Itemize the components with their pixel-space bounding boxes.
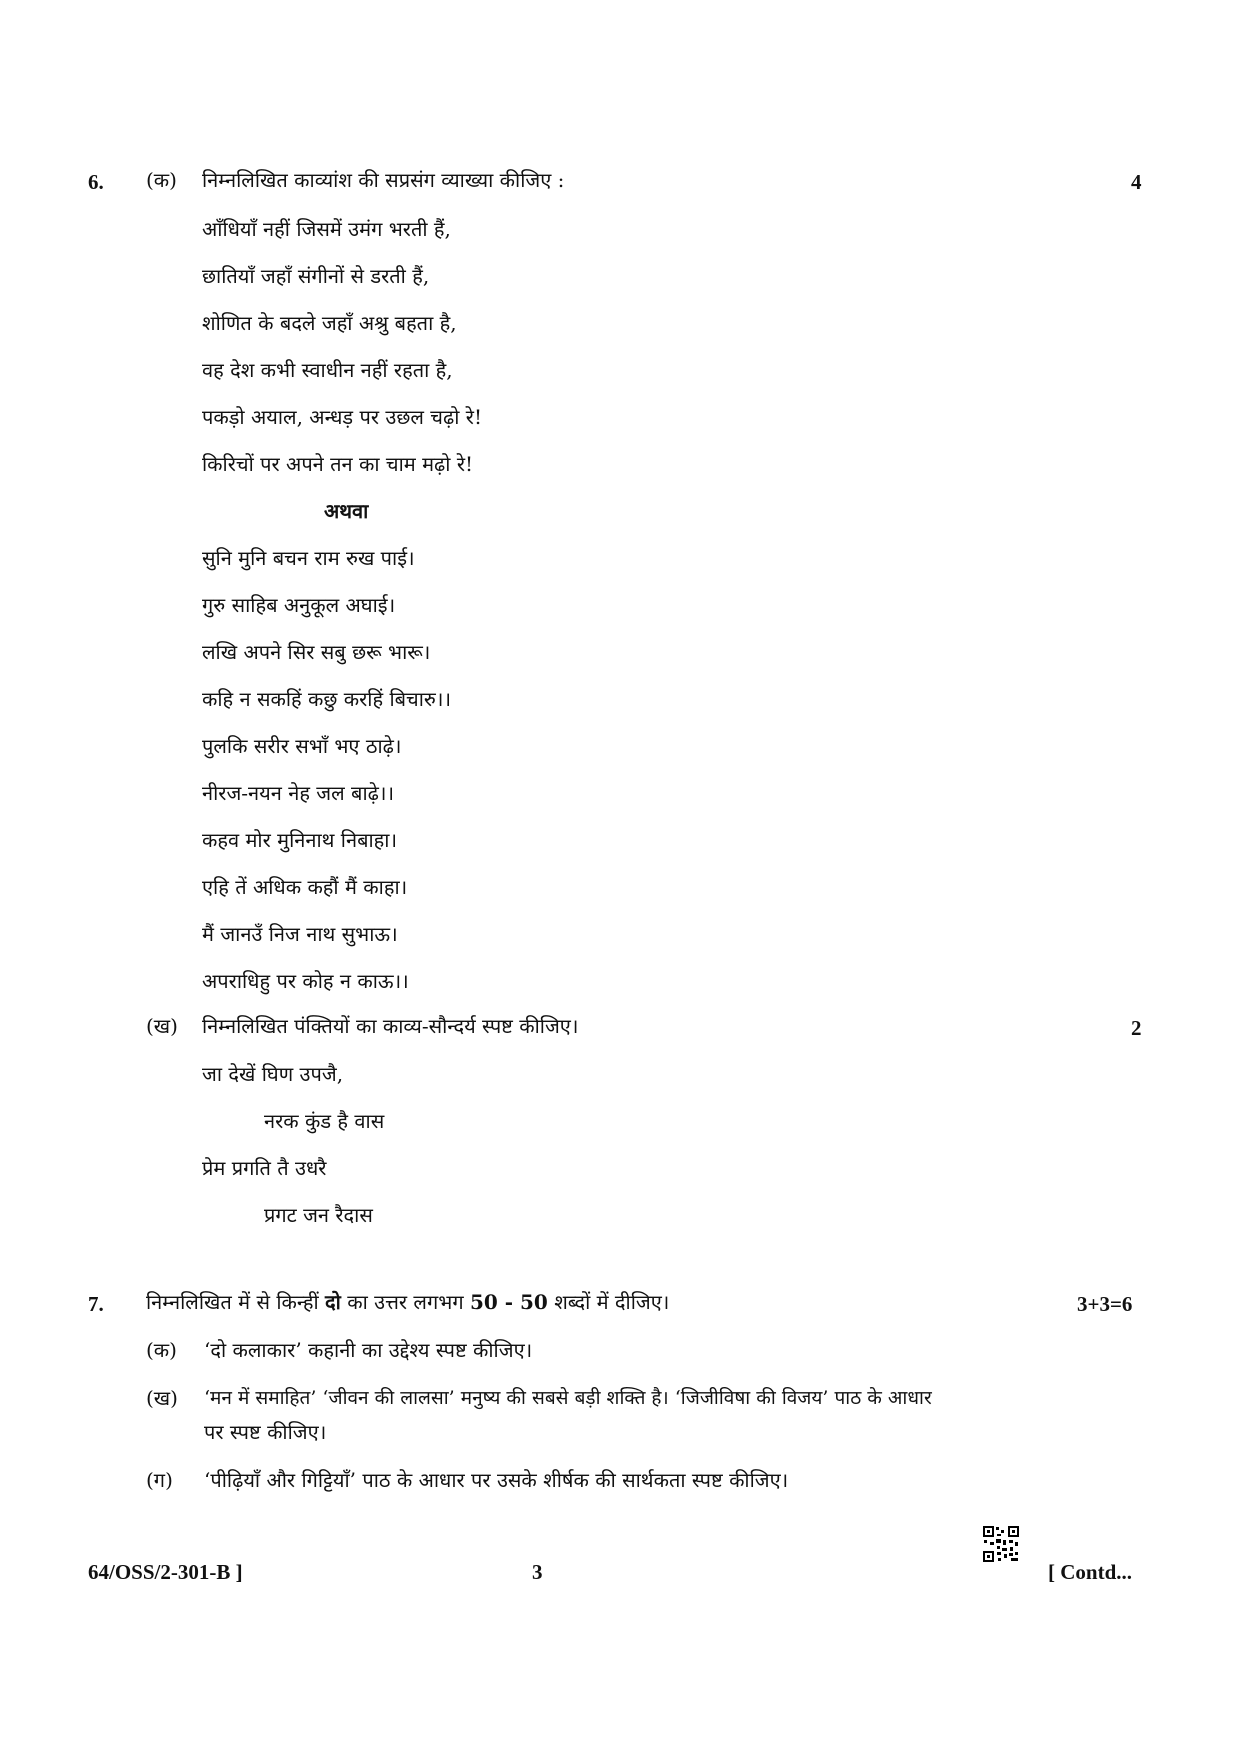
q6-kha-label: (ख)	[146, 1014, 178, 1038]
contd-label: [ Contd...	[1048, 1560, 1133, 1584]
or-label: अथवा	[324, 499, 369, 523]
q7-item-text: ‘दो कलाकार’ कहानी का उद्देश्य स्पष्ट कीजिए।	[204, 1338, 533, 1362]
poem2-line: अपराधिहु पर कोह न काऊ।।	[202, 969, 409, 993]
q7-number: 7.	[88, 1292, 104, 1316]
q6-kha-prompt: निम्नलिखित पंक्तियों का काव्य-सौन्दर्य स्पष्ट कीजिए।	[202, 1014, 579, 1038]
q7-prompt-mid: का उत्तर लगभग	[347, 1290, 464, 1314]
kha-line: जा देखें घिण उपजै,	[202, 1062, 344, 1086]
poem2-line: नीरज-नयन नेह जल बाढ़े।।	[202, 781, 395, 805]
q7-item-label: (ग)	[146, 1468, 173, 1492]
q6-ka-marks: 4	[1131, 170, 1142, 194]
q7-item-text: ‘मन में समाहित’ ‘जीवन की लालसा’ मनुष्य की सबसे बड़ी शक्ति है। ‘जिजीविषा की विजय’ पाठ के आधार	[204, 1387, 932, 1409]
poem2-line: सुनि मुनि बचन राम रुख पाई।	[202, 546, 415, 570]
q7-item-label: (ख)	[146, 1386, 178, 1410]
q7-prompt-post: शब्दों में दीजिए।	[554, 1290, 670, 1314]
q6-kha-marks: 2	[1131, 1016, 1142, 1040]
q6-ka-prompt: निम्नलिखित काव्यांश की सप्रसंग व्याख्या कीजिए :	[202, 168, 565, 192]
poem2-line: कहि न सकहिं कछु करहिं बिचारु।।	[202, 687, 452, 711]
q7-prompt-pre: निम्नलिखित में से किन्हीं	[146, 1290, 319, 1314]
poem1-line: छातियाँ जहाँ संगीनों से डरती हैं,	[202, 264, 430, 288]
q6-ka-label: (क)	[146, 168, 177, 192]
poem2-line: एहि तें अधिक कहौं मैं काहा।	[202, 875, 408, 899]
q7-item-label: (क)	[146, 1338, 177, 1362]
page-number: 3	[532, 1560, 543, 1584]
qr-code-icon	[982, 1525, 1020, 1563]
poem2-line: कहव मोर मुनिनाथ निबाहा।	[202, 828, 398, 852]
poem1-line: आँधियाँ नहीं जिसमें उमंग भरती हैं,	[202, 217, 451, 241]
q7-item-text: ‘पीढ़ियाँ और गिट्टियाँ’ पाठ के आधार पर उसके शीर्षक की सार्थकता स्पष्ट कीजिए।	[204, 1468, 789, 1492]
poem2-line: पुलकि सरीर सभाँ भए ठाढ़े।	[202, 734, 402, 758]
poem2-line: मैं जानउँ निज नाथ सुभाऊ।	[202, 922, 398, 946]
poem2-line: गुरु साहिब अनुकूल अघाई।	[202, 593, 396, 617]
poem1-line: पकड़ो अयाल, अन्धड़ पर उछल चढ़ो रे!	[202, 405, 482, 429]
kha-line: प्रेम प्रगति तै उधरै	[202, 1156, 327, 1180]
q6-number: 6.	[88, 170, 104, 194]
poem1-line: किरिचों पर अपने तन का चाम मढ़ो रे!	[202, 452, 474, 476]
kha-line: प्रगट जन रैदास	[264, 1203, 373, 1227]
q7-prompt-bold: दो	[325, 1290, 341, 1314]
q7-prompt	[146, 1288, 669, 1316]
footer-code: 64/OSS/2-301-B ]	[88, 1560, 243, 1584]
q7-marks: 3+3=6	[1077, 1292, 1133, 1316]
q7-prompt-count: 50 - 50	[469, 1290, 548, 1314]
poem1-line: वह देश कभी स्वाधीन नहीं रहता है,	[202, 358, 453, 382]
kha-line: नरक कुंड है वास	[264, 1109, 385, 1133]
q7-item-text-cont: पर स्पष्ट कीजिए।	[204, 1420, 327, 1444]
poem2-line: लखि अपने सिर सबु छरू भारू।	[202, 640, 431, 664]
poem1-line: शोणित के बदले जहाँ अश्रु बहता है,	[202, 311, 457, 335]
